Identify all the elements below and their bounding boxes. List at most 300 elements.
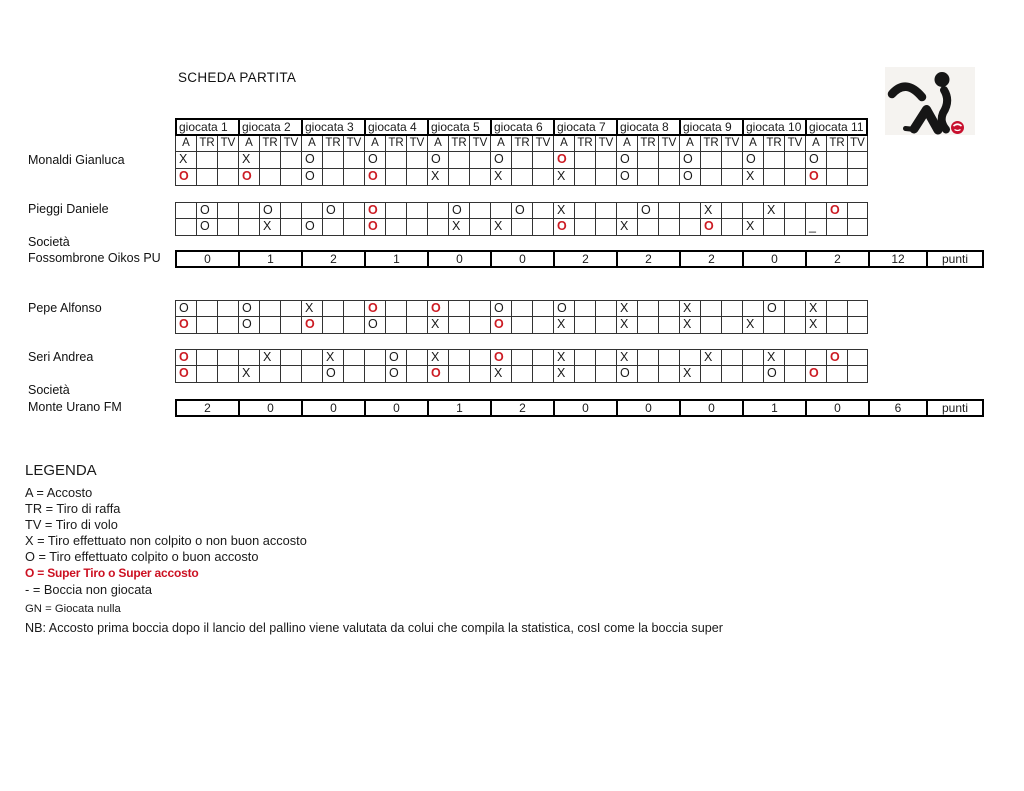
mark-cell bbox=[343, 219, 364, 236]
subcol-header-cell: TR bbox=[763, 136, 784, 152]
mark-cell bbox=[595, 169, 616, 186]
score-cell: 2 bbox=[679, 250, 742, 268]
mark-cell: O bbox=[427, 152, 448, 169]
mark-cell bbox=[658, 300, 679, 317]
mark-cell bbox=[343, 169, 364, 186]
giocata-header-cell: giocata 2 bbox=[238, 118, 301, 136]
mark-cell: O bbox=[364, 300, 385, 317]
mark-cell: O bbox=[175, 366, 196, 383]
mark-cell bbox=[574, 349, 595, 366]
mark-cell: O bbox=[616, 152, 637, 169]
giocata-header-cell: giocata 3 bbox=[301, 118, 364, 136]
mark-row bbox=[175, 219, 868, 236]
mark-cell bbox=[280, 202, 301, 219]
score-cell: 0 bbox=[490, 250, 553, 268]
mark-cell bbox=[322, 152, 343, 169]
mark-cell bbox=[721, 169, 742, 186]
score-cell: 0 bbox=[364, 399, 427, 417]
mark-cell bbox=[259, 317, 280, 334]
mark-cell bbox=[322, 317, 343, 334]
mark-cell bbox=[322, 300, 343, 317]
mark-cell bbox=[742, 349, 763, 366]
score-row bbox=[175, 399, 984, 417]
mark-cell: O bbox=[322, 202, 343, 219]
mark-cell: O bbox=[616, 366, 637, 383]
mark-cell bbox=[532, 300, 553, 317]
mark-cell bbox=[511, 349, 532, 366]
giocata-header-cell: giocata 1 bbox=[175, 118, 238, 136]
subcol-header-cell: TV bbox=[217, 136, 238, 152]
mark-cell bbox=[196, 300, 217, 317]
mark-cell bbox=[637, 300, 658, 317]
mark-cell bbox=[637, 366, 658, 383]
mark-cell bbox=[532, 349, 553, 366]
mark-cell bbox=[637, 152, 658, 169]
mark-cell bbox=[784, 366, 805, 383]
mark-cell bbox=[805, 349, 826, 366]
mark-cell: X bbox=[427, 349, 448, 366]
mark-cell bbox=[427, 202, 448, 219]
mark-cell bbox=[259, 366, 280, 383]
mark-cell bbox=[532, 202, 553, 219]
mark-cell bbox=[532, 219, 553, 236]
mark-cell: O bbox=[490, 349, 511, 366]
mark-cell bbox=[742, 300, 763, 317]
score-unit-cell: punti bbox=[926, 399, 984, 417]
mark-cell bbox=[406, 366, 427, 383]
subcol-header-cell: TR bbox=[574, 136, 595, 152]
mark-cell: X bbox=[763, 202, 784, 219]
subcol-header-cell: TR bbox=[385, 136, 406, 152]
mark-cell: X bbox=[553, 202, 574, 219]
mark-cell bbox=[847, 169, 868, 186]
score-cell: 1 bbox=[238, 250, 301, 268]
legend-item-o: O = Tiro effettuato colpito o buon accosto bbox=[25, 549, 259, 565]
subcol-header-cell: TV bbox=[469, 136, 490, 152]
mark-cell bbox=[448, 152, 469, 169]
subcol-header-cell: TV bbox=[721, 136, 742, 152]
mark-cell: O bbox=[364, 152, 385, 169]
subcol-header-cell: TV bbox=[280, 136, 301, 152]
mark-cell bbox=[784, 202, 805, 219]
mark-cell bbox=[448, 349, 469, 366]
mark-cell bbox=[385, 169, 406, 186]
score-cell: 0 bbox=[553, 399, 616, 417]
mark-cell: O bbox=[679, 152, 700, 169]
subcol-header-cell: TV bbox=[784, 136, 805, 152]
player-name-pepe: Pepe Alfonso bbox=[28, 301, 102, 315]
mark-cell bbox=[511, 169, 532, 186]
mark-cell bbox=[616, 202, 637, 219]
score-cell: 2 bbox=[616, 250, 679, 268]
mark-cell: X bbox=[616, 300, 637, 317]
giocata-header-row bbox=[175, 118, 868, 136]
score-cell: 2 bbox=[553, 250, 616, 268]
mark-row bbox=[175, 317, 868, 334]
mark-cell: O bbox=[301, 152, 322, 169]
legend-item-raffa: TR = Tiro di raffa bbox=[25, 501, 121, 517]
mark-cell bbox=[448, 169, 469, 186]
mark-cell bbox=[826, 219, 847, 236]
mark-cell bbox=[784, 219, 805, 236]
mark-cell: O bbox=[490, 300, 511, 317]
subcol-header-row bbox=[175, 136, 868, 152]
mark-cell bbox=[847, 202, 868, 219]
mark-cell bbox=[217, 366, 238, 383]
mark-cell bbox=[574, 152, 595, 169]
mark-cell bbox=[784, 317, 805, 334]
mark-cell bbox=[637, 219, 658, 236]
mark-cell bbox=[280, 349, 301, 366]
mark-cell bbox=[511, 152, 532, 169]
subcol-header-cell: A bbox=[301, 136, 322, 152]
bocce-logo bbox=[885, 67, 975, 135]
subcol-header-cell: A bbox=[238, 136, 259, 152]
mark-cell bbox=[742, 366, 763, 383]
mark-cell bbox=[532, 152, 553, 169]
subcol-header-cell: TR bbox=[259, 136, 280, 152]
legend-item-x: X = Tiro effettuato non colpito o non buon accosto bbox=[25, 533, 307, 549]
mark-cell bbox=[679, 219, 700, 236]
team-name-monteurano: Monte Urano FM bbox=[28, 400, 122, 414]
mark-cell bbox=[406, 300, 427, 317]
mark-cell bbox=[763, 152, 784, 169]
mark-cell bbox=[301, 349, 322, 366]
mark-cell bbox=[196, 152, 217, 169]
mark-cell: O bbox=[763, 366, 784, 383]
subcol-header-cell: A bbox=[742, 136, 763, 152]
mark-cell bbox=[217, 219, 238, 236]
mark-cell bbox=[469, 317, 490, 334]
mark-row bbox=[175, 300, 868, 317]
mark-cell bbox=[259, 152, 280, 169]
mark-cell: O bbox=[301, 317, 322, 334]
mark-cell bbox=[595, 219, 616, 236]
subcol-header-cell: TR bbox=[448, 136, 469, 152]
mark-cell bbox=[700, 152, 721, 169]
mark-cell bbox=[679, 349, 700, 366]
mark-cell bbox=[658, 349, 679, 366]
mark-cell: X bbox=[259, 349, 280, 366]
mark-cell bbox=[406, 202, 427, 219]
mark-cell bbox=[826, 152, 847, 169]
mark-cell: O bbox=[763, 300, 784, 317]
mark-cell: O bbox=[553, 219, 574, 236]
mark-cell: O bbox=[826, 349, 847, 366]
mark-cell: O bbox=[301, 219, 322, 236]
pieggi-marks-table bbox=[175, 202, 868, 236]
mark-cell bbox=[595, 349, 616, 366]
mark-cell bbox=[784, 300, 805, 317]
mark-cell: X bbox=[679, 300, 700, 317]
score-cell: 0 bbox=[427, 250, 490, 268]
score-row-monteurano bbox=[175, 399, 984, 417]
mark-cell bbox=[511, 300, 532, 317]
giocata-header-cell: giocata 8 bbox=[616, 118, 679, 136]
mark-cell bbox=[280, 300, 301, 317]
score-cell: 2 bbox=[490, 399, 553, 417]
mark-cell: O bbox=[805, 169, 826, 186]
mark-cell: X bbox=[742, 219, 763, 236]
mark-cell: O bbox=[238, 317, 259, 334]
mark-cell bbox=[238, 219, 259, 236]
mark-cell bbox=[196, 317, 217, 334]
mark-cell bbox=[385, 300, 406, 317]
mark-cell bbox=[721, 349, 742, 366]
giocata-header-cell: giocata 4 bbox=[364, 118, 427, 136]
mark-cell bbox=[784, 169, 805, 186]
seri-marks-table bbox=[175, 349, 868, 383]
mark-cell bbox=[217, 202, 238, 219]
mark-cell: O bbox=[364, 202, 385, 219]
mark-cell bbox=[574, 317, 595, 334]
mark-cell bbox=[574, 169, 595, 186]
mark-cell: O bbox=[805, 152, 826, 169]
score-cell: 1 bbox=[742, 399, 805, 417]
mark-cell bbox=[511, 366, 532, 383]
team-name-fossombrone: Fossombrone Oikos PU bbox=[28, 251, 161, 265]
mark-cell: O bbox=[553, 300, 574, 317]
mark-cell: X bbox=[700, 202, 721, 219]
giocata-header-cell: giocata 10 bbox=[742, 118, 805, 136]
subcol-header-cell: TR bbox=[322, 136, 343, 152]
society-label-2: Società bbox=[28, 383, 70, 397]
subcol-header-cell: A bbox=[364, 136, 385, 152]
mark-cell: O bbox=[427, 300, 448, 317]
main-marks-table bbox=[175, 118, 868, 186]
mark-cell bbox=[406, 169, 427, 186]
legend bbox=[25, 462, 785, 636]
mark-cell bbox=[658, 366, 679, 383]
subcol-header-cell: A bbox=[427, 136, 448, 152]
mark-cell bbox=[301, 202, 322, 219]
player-name-seri: Seri Andrea bbox=[28, 350, 94, 364]
mark-cell: X bbox=[553, 317, 574, 334]
mark-cell bbox=[658, 202, 679, 219]
mark-cell: O bbox=[364, 219, 385, 236]
mark-cell bbox=[196, 169, 217, 186]
mark-cell: X bbox=[448, 219, 469, 236]
mark-cell bbox=[280, 169, 301, 186]
mark-cell bbox=[574, 219, 595, 236]
mark-row bbox=[175, 366, 868, 383]
mark-cell bbox=[217, 349, 238, 366]
mark-cell: O bbox=[238, 169, 259, 186]
subcol-header-cell: TV bbox=[658, 136, 679, 152]
mark-cell bbox=[490, 202, 511, 219]
mark-cell bbox=[343, 349, 364, 366]
giocata-header-cell: giocata 11 bbox=[805, 118, 868, 136]
score-cell: 0 bbox=[175, 250, 238, 268]
mark-cell bbox=[637, 317, 658, 334]
mark-cell bbox=[532, 317, 553, 334]
subcol-header-cell: TR bbox=[196, 136, 217, 152]
mark-cell bbox=[532, 366, 553, 383]
mark-cell: O bbox=[385, 366, 406, 383]
mark-cell bbox=[847, 219, 868, 236]
mark-cell: O bbox=[175, 317, 196, 334]
mark-cell bbox=[175, 219, 196, 236]
mark-cell: O bbox=[385, 349, 406, 366]
subcol-header-cell: TR bbox=[637, 136, 658, 152]
mark-cell: O bbox=[805, 366, 826, 383]
mark-cell bbox=[469, 219, 490, 236]
mark-cell bbox=[343, 366, 364, 383]
legend-title: LEGENDA bbox=[25, 462, 97, 479]
legend-item-super: O = Super Tiro o Super accosto bbox=[25, 566, 199, 581]
mark-cell bbox=[259, 169, 280, 186]
mark-cell: X bbox=[238, 366, 259, 383]
score-cell: 1 bbox=[427, 399, 490, 417]
mark-cell: X bbox=[490, 169, 511, 186]
mark-cell bbox=[847, 317, 868, 334]
mark-cell bbox=[238, 349, 259, 366]
mark-cell: X bbox=[553, 366, 574, 383]
mark-cell bbox=[469, 366, 490, 383]
mark-cell bbox=[238, 202, 259, 219]
mark-cell: X bbox=[301, 300, 322, 317]
mark-cell bbox=[826, 169, 847, 186]
mark-cell bbox=[427, 219, 448, 236]
mark-cell: _ bbox=[805, 219, 826, 236]
mark-cell bbox=[658, 169, 679, 186]
mark-cell: O bbox=[238, 300, 259, 317]
legend-item-nb: NB: Accosto prima boccia dopo il lancio del pallino viene valutata da colui che compila la statistica, cosI come la boccia super bbox=[25, 620, 723, 635]
mark-cell: X bbox=[679, 366, 700, 383]
mark-cell bbox=[742, 202, 763, 219]
mark-cell: O bbox=[175, 300, 196, 317]
mark-cell bbox=[448, 300, 469, 317]
mark-cell bbox=[217, 300, 238, 317]
score-total-cell: 12 bbox=[868, 250, 926, 268]
mark-cell: O bbox=[742, 152, 763, 169]
score-cell: 0 bbox=[301, 399, 364, 417]
mark-cell: X bbox=[700, 349, 721, 366]
page-title: SCHEDA PARTITA bbox=[178, 70, 297, 85]
player-name-pieggi: Pieggi Daniele bbox=[28, 202, 109, 216]
mark-cell bbox=[574, 366, 595, 383]
mark-cell bbox=[637, 169, 658, 186]
score-cell: 0 bbox=[679, 399, 742, 417]
mark-cell bbox=[721, 152, 742, 169]
subcol-header-cell: A bbox=[175, 136, 196, 152]
mark-cell: O bbox=[364, 317, 385, 334]
mark-cell: O bbox=[175, 349, 196, 366]
mark-cell: O bbox=[826, 202, 847, 219]
player-name-monaldi: Monaldi Gianluca bbox=[28, 153, 125, 167]
subcol-header-cell: TV bbox=[595, 136, 616, 152]
mark-cell bbox=[280, 317, 301, 334]
mark-cell: O bbox=[679, 169, 700, 186]
mark-cell bbox=[847, 152, 868, 169]
subcol-header-cell: A bbox=[490, 136, 511, 152]
mark-cell bbox=[763, 169, 784, 186]
mark-cell: O bbox=[700, 219, 721, 236]
mark-cell bbox=[301, 366, 322, 383]
mark-cell: X bbox=[616, 317, 637, 334]
score-total-cell: 6 bbox=[868, 399, 926, 417]
mark-cell bbox=[364, 349, 385, 366]
mark-cell bbox=[406, 152, 427, 169]
mark-cell bbox=[385, 317, 406, 334]
mark-cell bbox=[448, 366, 469, 383]
mark-cell bbox=[322, 169, 343, 186]
mark-cell: X bbox=[427, 317, 448, 334]
mark-row bbox=[175, 152, 868, 169]
mark-cell bbox=[826, 300, 847, 317]
subcol-header-cell: TR bbox=[511, 136, 532, 152]
mark-cell bbox=[700, 317, 721, 334]
bocce-player-icon bbox=[885, 67, 975, 135]
score-cell: 0 bbox=[805, 399, 868, 417]
mark-cell bbox=[595, 300, 616, 317]
score-cell: 0 bbox=[742, 250, 805, 268]
mark-cell bbox=[343, 152, 364, 169]
mark-cell bbox=[658, 219, 679, 236]
mark-row bbox=[175, 202, 868, 219]
mark-cell: X bbox=[427, 169, 448, 186]
mark-cell: O bbox=[322, 366, 343, 383]
mark-cell bbox=[217, 169, 238, 186]
mark-cell: O bbox=[553, 152, 574, 169]
mark-cell: O bbox=[637, 202, 658, 219]
mark-cell bbox=[469, 169, 490, 186]
pepe-marks-table bbox=[175, 300, 868, 334]
mark-cell bbox=[721, 202, 742, 219]
mark-cell bbox=[826, 317, 847, 334]
mark-cell: O bbox=[448, 202, 469, 219]
mark-cell: X bbox=[805, 300, 826, 317]
mark-cell bbox=[826, 366, 847, 383]
mark-cell: X bbox=[238, 152, 259, 169]
mark-cell bbox=[763, 317, 784, 334]
mark-cell bbox=[595, 366, 616, 383]
mark-cell: O bbox=[175, 169, 196, 186]
mark-cell: X bbox=[616, 219, 637, 236]
mark-cell: X bbox=[490, 219, 511, 236]
legend-item-accosto: A = Accosto bbox=[25, 485, 93, 500]
mark-cell bbox=[280, 152, 301, 169]
giocata-header-cell: giocata 9 bbox=[679, 118, 742, 136]
mark-cell bbox=[658, 152, 679, 169]
mark-cell bbox=[721, 219, 742, 236]
mark-cell: X bbox=[742, 169, 763, 186]
mark-cell bbox=[280, 366, 301, 383]
mark-cell bbox=[511, 317, 532, 334]
mark-cell bbox=[217, 317, 238, 334]
legend-item-nongiocata: - = Boccia non giocata bbox=[25, 581, 152, 597]
mark-cell: X bbox=[679, 317, 700, 334]
mark-cell bbox=[469, 202, 490, 219]
mark-cell: O bbox=[511, 202, 532, 219]
mark-cell bbox=[574, 202, 595, 219]
mark-cell: O bbox=[196, 219, 217, 236]
score-cell: 0 bbox=[238, 399, 301, 417]
mark-cell bbox=[784, 152, 805, 169]
mark-cell: X bbox=[322, 349, 343, 366]
mark-cell bbox=[511, 219, 532, 236]
red-ball-icon bbox=[951, 121, 964, 134]
mark-cell bbox=[406, 317, 427, 334]
mark-cell bbox=[343, 317, 364, 334]
mark-cell bbox=[259, 300, 280, 317]
mark-cell bbox=[196, 349, 217, 366]
mark-cell: X bbox=[553, 169, 574, 186]
subcol-header-cell: TR bbox=[700, 136, 721, 152]
mark-cell bbox=[406, 349, 427, 366]
legend-item-volo: TV = Tiro di volo bbox=[25, 517, 118, 533]
score-cell: 2 bbox=[805, 250, 868, 268]
